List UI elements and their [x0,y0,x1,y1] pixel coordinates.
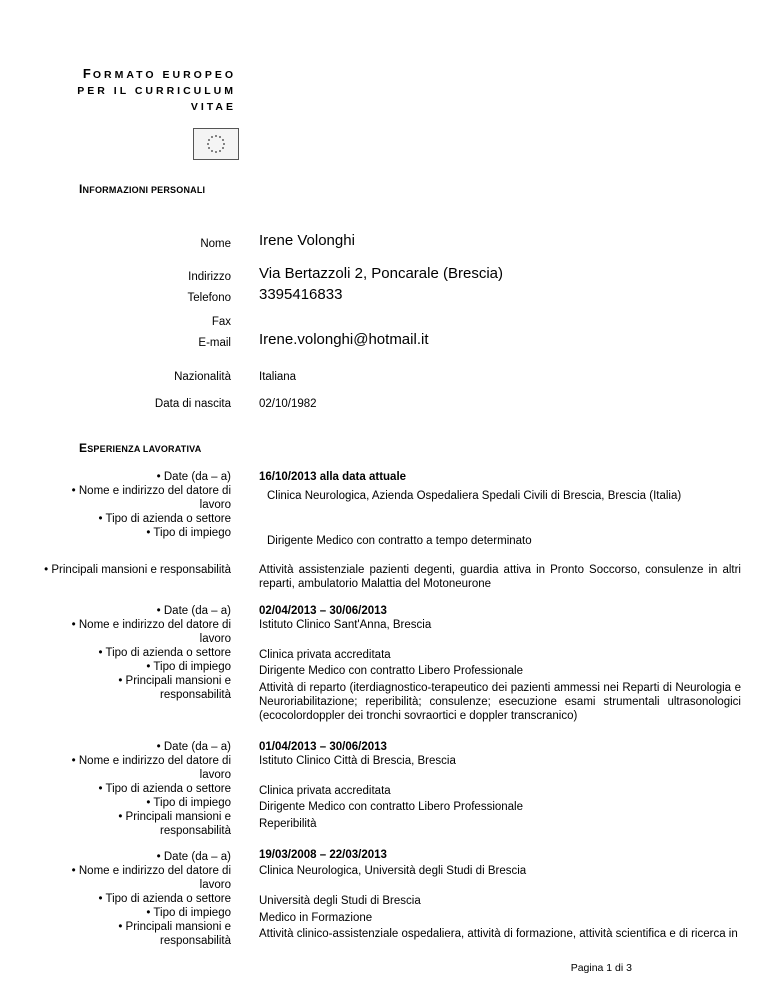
value-indirizzo: Via Bertazzoli 2, Poncarale (Brescia) [259,265,503,282]
job-4-labels: • Date (da – a) • Nome e indirizzo del datore di lavoro • Tipo di azienda o settore • Tipo di impiego • Principali mansioni e responsabilità [71,851,231,947]
job-1-date: 16/10/2013 alla data attuale [259,471,407,483]
value-nome: Irene Volonghi [259,232,355,249]
job-2-employer: Istituto Clinico Sant'Anna, Brescia [259,619,432,631]
label-fax: Fax [211,316,231,328]
eu-flag-icon [193,128,239,160]
job-3-employer: Istituto Clinico Città di Brescia, Brescia [259,755,456,767]
label-email: E-mail [198,337,231,349]
job-3-duties: Reperibilità [259,818,317,830]
job-3-date: 01/04/2013 – 30/06/2013 [259,741,387,753]
job-3-labels: • Date (da – a) • Nome e indirizzo del datore di lavoro • Tipo di azienda o settore • Tipo di impiego • Principali mansioni e responsabilità [71,741,231,837]
job-3-job-type: Dirigente Medico con contratto Libero Professionale [259,801,524,813]
value-email: Irene.volonghi@hotmail.it [259,331,429,348]
label-nazionalita: Nazionalità [174,371,231,383]
job-2-labels: • Date (da – a) • Nome e indirizzo del datore di lavoro • Tipo di azienda o settore • Tipo di impiego • Principali mansioni e responsabilità [71,605,231,701]
job-2-date: 02/04/2013 – 30/06/2013 [259,605,387,617]
job-2-job-type: Dirigente Medico con contratto Libero Professionale [259,665,524,677]
value-telefono: 3395416833 [259,286,343,303]
job-3-sector: Clinica privata accreditata [259,785,391,797]
job-4-employer: Clinica Neurologica, Università degli Studi di Brescia [259,865,527,877]
job-2-duties: Attività di reparto (iterdiagnostico-terapeutico dei pazienti ammessi nei Reparti di Neurologia e Neuroriabilitazione; reperibilità; consulenze; esecuzione esami strumentali ultrasonologici (ecocolordoppler dei tronchi sovraortici e doppler transcranico) [259,682,741,722]
label-telefono: Telefono [187,292,231,304]
page-number: Pagina 1 di 3 [570,962,632,974]
job-4-duties: Attività clinico-assistenziale ospedaliera, attività di formazione, attività scientifica e di ricerca in [259,928,738,940]
label-indirizzo: Indirizzo [188,271,231,283]
label-data-nascita: Data di nascita [154,398,231,410]
job-4-sector: Università degli Studi di Brescia [259,895,421,907]
cv-format-title: FORMATO EUROPEO PER IL CURRICULUM VITAE [77,66,236,113]
job-4-date: 19/03/2008 – 22/03/2013 [259,849,387,861]
section-personal-info: INFORMAZIONI PERSONALI [79,182,206,196]
label-nome: Nome [200,238,231,250]
section-work-experience: ESPERIENZA LAVORATIVA [79,441,202,455]
job-4-job-type: Medico in Formazione [259,912,373,924]
value-data-nascita: 02/10/1982 [259,398,317,410]
job-1-job-type: Dirigente Medico con contratto a tempo determinato [267,535,532,547]
job-1-labels: • Date (da – a) • Nome e indirizzo del datore di lavoro • Tipo di azienda o settore • Tipo di impiego [71,471,231,539]
job-1-duties: Attività assistenziale pazienti degenti, guardia attiva in Pronto Soccorso, consulenze in altri reparti, ambulatorio Malattia del Motoneurone [259,564,741,590]
job-1-employer: Clinica Neurologica, Azienda Ospedaliera Spedali Civili di Brescia, Brescia (Italia) [267,490,682,502]
job-2-sector: Clinica privata accreditata [259,649,391,661]
job-1-duties-label: • Principali mansioni e responsabilità [44,564,231,576]
value-nazionalita: Italiana [259,371,297,383]
